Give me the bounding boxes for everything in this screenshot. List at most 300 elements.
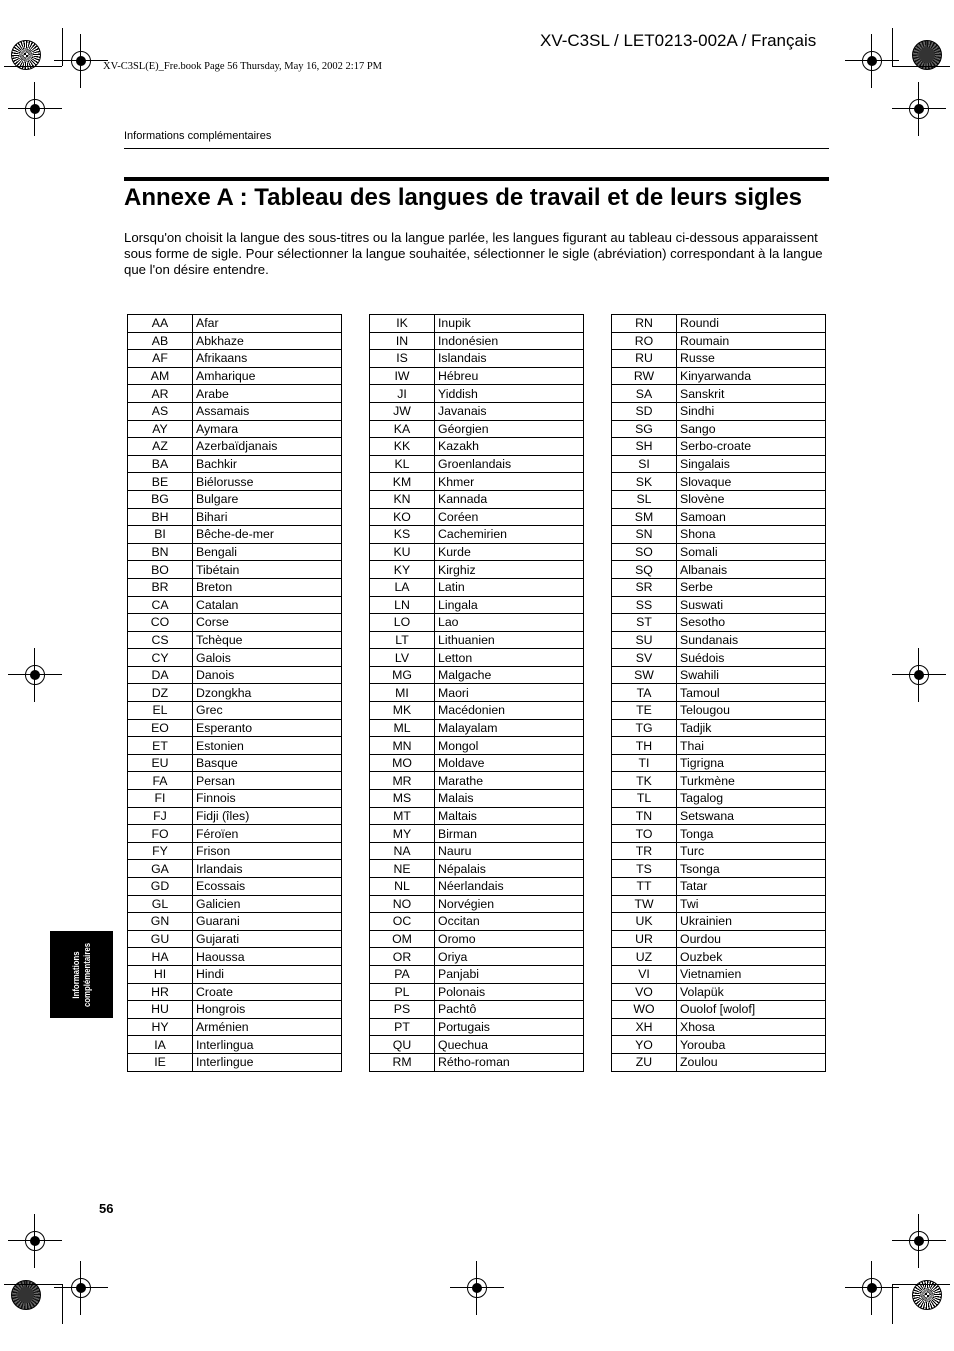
table-row — [370, 754, 584, 772]
language-name: Letton — [435, 649, 584, 667]
table-row — [370, 350, 584, 368]
language-code: TA — [612, 684, 677, 702]
language-name: Swahili — [677, 666, 826, 684]
language-name: Lao — [435, 614, 584, 632]
language-name: Guarani — [193, 913, 342, 931]
language-code: TS — [612, 860, 677, 878]
language-code: KA — [370, 420, 435, 438]
language-name: Basque — [193, 754, 342, 772]
language-code: AY — [128, 420, 193, 438]
table-row — [370, 895, 584, 913]
table-row — [370, 561, 584, 579]
language-name: Rétho-roman — [435, 1053, 584, 1071]
table-row — [128, 420, 342, 438]
language-code: EU — [128, 754, 193, 772]
table-row — [128, 332, 342, 350]
language-name: Zoulou — [677, 1053, 826, 1071]
language-name: Moldave — [435, 754, 584, 772]
language-code: BN — [128, 543, 193, 561]
language-name: Cachemirien — [435, 526, 584, 544]
language-name: Ourdou — [677, 930, 826, 948]
language-table-3 — [611, 314, 826, 1072]
language-name: Macédonien — [435, 702, 584, 720]
table-row — [370, 790, 584, 808]
language-name: Norvégien — [435, 895, 584, 913]
table-row — [612, 367, 826, 385]
language-name: Lingala — [435, 596, 584, 614]
table-row — [612, 790, 826, 808]
language-code: TH — [612, 737, 677, 755]
language-code: MI — [370, 684, 435, 702]
language-code: HY — [128, 1018, 193, 1036]
language-code: LO — [370, 614, 435, 632]
table-row — [370, 878, 584, 896]
language-code: RN — [612, 315, 677, 333]
table-row — [128, 895, 342, 913]
table-row — [370, 807, 584, 825]
table-row — [128, 596, 342, 614]
crop-mark — [892, 28, 893, 66]
registration-mark-icon — [22, 1228, 48, 1254]
table-row — [612, 543, 826, 561]
language-code: MT — [370, 807, 435, 825]
language-code: RU — [612, 350, 677, 368]
table-row — [128, 666, 342, 684]
language-name: Marathe — [435, 772, 584, 790]
table-row — [128, 737, 342, 755]
language-name: Frison — [193, 842, 342, 860]
language-code: OC — [370, 913, 435, 931]
language-code: KM — [370, 473, 435, 491]
language-code: PA — [370, 965, 435, 983]
table-row — [612, 332, 826, 350]
language-code: JW — [370, 402, 435, 420]
language-code: WO — [612, 1001, 677, 1019]
table-row — [128, 614, 342, 632]
table-row — [612, 684, 826, 702]
language-name: Khmer — [435, 473, 584, 491]
language-name: Persan — [193, 772, 342, 790]
table-row — [612, 1036, 826, 1054]
language-name: Arménien — [193, 1018, 342, 1036]
table-row — [612, 702, 826, 720]
language-name: Galicien — [193, 895, 342, 913]
table-row — [128, 649, 342, 667]
language-code: NE — [370, 860, 435, 878]
language-code: HI — [128, 965, 193, 983]
table-row — [128, 772, 342, 790]
language-name: Suswati — [677, 596, 826, 614]
language-code: ML — [370, 719, 435, 737]
table-row — [612, 402, 826, 420]
table-row — [128, 578, 342, 596]
table-row — [612, 878, 826, 896]
language-code: BR — [128, 578, 193, 596]
language-code: LA — [370, 578, 435, 596]
table-row — [128, 842, 342, 860]
language-code: OM — [370, 930, 435, 948]
language-code: DA — [128, 666, 193, 684]
language-name: Aymara — [193, 420, 342, 438]
table-row — [612, 315, 826, 333]
table-row — [612, 1053, 826, 1071]
crop-mark — [892, 66, 950, 67]
language-name: Haoussa — [193, 948, 342, 966]
intro-paragraph: Lorsqu'on choisit la langue des sous-titres ou la langue parlée, les langues figurant au tableau ci-dessous apparaissent sous forme de sigle. Pour sélectionner la langue souhaitée, sélectionner le sigle (abréviation) correspondant à la langue que l'on désire entendre. — [124, 230, 823, 277]
language-name: Tsonga — [677, 860, 826, 878]
registration-mark-icon — [68, 1275, 94, 1301]
table-row — [612, 526, 826, 544]
language-code: IN — [370, 332, 435, 350]
language-code: TL — [612, 790, 677, 808]
language-code: ET — [128, 737, 193, 755]
language-name: Latin — [435, 578, 584, 596]
side-tab-text — [71, 942, 93, 1006]
table-row — [370, 578, 584, 596]
language-code: RW — [612, 367, 677, 385]
language-code: GA — [128, 860, 193, 878]
language-code: IS — [370, 350, 435, 368]
language-code: MR — [370, 772, 435, 790]
table-row — [370, 526, 584, 544]
language-name: Nauru — [435, 842, 584, 860]
language-code: NA — [370, 842, 435, 860]
language-code: YO — [612, 1036, 677, 1054]
language-code: TT — [612, 878, 677, 896]
language-name: Ouolof [wolof] — [677, 1001, 826, 1019]
language-code: TO — [612, 825, 677, 843]
table-row — [128, 473, 342, 491]
language-code: SI — [612, 455, 677, 473]
language-code: MG — [370, 666, 435, 684]
table-row — [370, 684, 584, 702]
table-row — [612, 578, 826, 596]
table-row — [128, 754, 342, 772]
table-row — [612, 561, 826, 579]
table-row — [128, 965, 342, 983]
language-name: Yorouba — [677, 1036, 826, 1054]
language-name: Ukrainien — [677, 913, 826, 931]
table-row — [612, 737, 826, 755]
language-name: Tamoul — [677, 684, 826, 702]
crop-mark — [4, 66, 62, 67]
language-code: RM — [370, 1053, 435, 1071]
table-row — [370, 367, 584, 385]
table-row — [370, 508, 584, 526]
language-name: Afrikaans — [193, 350, 342, 368]
table-row — [370, 455, 584, 473]
language-code: HU — [128, 1001, 193, 1019]
registration-mark-icon — [906, 96, 932, 122]
table-row — [370, 842, 584, 860]
table-row — [128, 719, 342, 737]
crop-mark — [62, 1284, 63, 1324]
language-code: JI — [370, 385, 435, 403]
language-code: SL — [612, 490, 677, 508]
language-name: Oriya — [435, 948, 584, 966]
language-name: Azerbaïdjanais — [193, 438, 342, 456]
language-name: Xhosa — [677, 1018, 826, 1036]
table-row — [128, 1001, 342, 1019]
document-id: XV-C3SL / LET0213-002A / Français — [540, 31, 817, 50]
language-name: Malgache — [435, 666, 584, 684]
language-name: Hindi — [193, 965, 342, 983]
language-name: Finnois — [193, 790, 342, 808]
language-code: FI — [128, 790, 193, 808]
language-name: Sesotho — [677, 614, 826, 632]
language-code: AM — [128, 367, 193, 385]
language-code: IW — [370, 367, 435, 385]
language-name: Volapük — [677, 983, 826, 1001]
table-row — [128, 367, 342, 385]
language-code: KY — [370, 561, 435, 579]
language-code: UR — [612, 930, 677, 948]
language-name: Groenlandais — [435, 455, 584, 473]
language-name: Malais — [435, 790, 584, 808]
language-name: Lithuanien — [435, 631, 584, 649]
language-code: SU — [612, 631, 677, 649]
language-code: SM — [612, 508, 677, 526]
language-code: LT — [370, 631, 435, 649]
table-row — [612, 473, 826, 491]
language-code: OR — [370, 948, 435, 966]
table-row — [128, 490, 342, 508]
table-row — [370, 860, 584, 878]
language-code: HR — [128, 983, 193, 1001]
language-name: Somali — [677, 543, 826, 561]
section-label: Informations complémentaires — [124, 130, 272, 142]
language-name: Kurde — [435, 543, 584, 561]
language-code: PS — [370, 1001, 435, 1019]
table-row — [612, 913, 826, 931]
language-name: Irlandais — [193, 860, 342, 878]
table-row — [612, 666, 826, 684]
language-code: SS — [612, 596, 677, 614]
side-tab-line: Informations — [70, 950, 82, 999]
registration-mark-icon — [906, 662, 932, 688]
language-code: TK — [612, 772, 677, 790]
language-code: FJ — [128, 807, 193, 825]
language-code: SV — [612, 649, 677, 667]
table-row — [612, 438, 826, 456]
language-code: HA — [128, 948, 193, 966]
table-row — [612, 948, 826, 966]
language-name: Vietnamien — [677, 965, 826, 983]
language-name: Singalais — [677, 455, 826, 473]
language-name: Esperanto — [193, 719, 342, 737]
language-name: Géorgien — [435, 420, 584, 438]
language-code: TG — [612, 719, 677, 737]
table-row — [128, 684, 342, 702]
table-row — [128, 385, 342, 403]
table-row — [370, 772, 584, 790]
language-name: Kinyarwanda — [677, 367, 826, 385]
language-name: Malayalam — [435, 719, 584, 737]
language-code: CY — [128, 649, 193, 667]
language-code: MO — [370, 754, 435, 772]
language-code: KN — [370, 490, 435, 508]
registration-mark-icon — [22, 96, 48, 122]
language-name: Afar — [193, 315, 342, 333]
table-row — [370, 983, 584, 1001]
language-code: AF — [128, 350, 193, 368]
language-code: MS — [370, 790, 435, 808]
table-row — [128, 543, 342, 561]
language-name: Bachkir — [193, 455, 342, 473]
language-name: Tadjik — [677, 719, 826, 737]
language-code: CA — [128, 596, 193, 614]
table-row — [612, 825, 826, 843]
language-code: TW — [612, 895, 677, 913]
language-name: Roundi — [677, 315, 826, 333]
language-name: Occitan — [435, 913, 584, 931]
table-row — [612, 930, 826, 948]
language-name: Gujarati — [193, 930, 342, 948]
table-row — [128, 983, 342, 1001]
crop-mark — [892, 1284, 893, 1324]
language-name: Maori — [435, 684, 584, 702]
language-code: DZ — [128, 684, 193, 702]
language-code: UK — [612, 913, 677, 931]
table-row — [612, 420, 826, 438]
table-row — [128, 1036, 342, 1054]
language-name: Slovaque — [677, 473, 826, 491]
language-name: Corse — [193, 614, 342, 632]
table-row — [612, 350, 826, 368]
table-row — [370, 543, 584, 561]
table-row — [612, 455, 826, 473]
language-name: Estonien — [193, 737, 342, 755]
table-row — [128, 455, 342, 473]
language-code: UZ — [612, 948, 677, 966]
language-name: Sango — [677, 420, 826, 438]
language-code: BH — [128, 508, 193, 526]
language-name: Hébreu — [435, 367, 584, 385]
language-code: AA — [128, 315, 193, 333]
language-name: Hongrois — [193, 1001, 342, 1019]
language-name: Féroïen — [193, 825, 342, 843]
table-row — [370, 913, 584, 931]
table-row — [370, 596, 584, 614]
table-row — [370, 614, 584, 632]
table-row — [612, 631, 826, 649]
side-tab — [50, 931, 113, 1018]
language-name: Arabe — [193, 385, 342, 403]
table-row — [370, 490, 584, 508]
language-code: SR — [612, 578, 677, 596]
crop-mark — [892, 1284, 950, 1285]
language-name: Roumain — [677, 332, 826, 350]
language-name: Népalais — [435, 860, 584, 878]
language-code: VI — [612, 965, 677, 983]
table-row — [370, 965, 584, 983]
language-name: Javanais — [435, 402, 584, 420]
language-name: Setswana — [677, 807, 826, 825]
language-name: Tigrigna — [677, 754, 826, 772]
table-row — [612, 508, 826, 526]
registration-mark-icon — [859, 48, 885, 74]
language-name: Tchèque — [193, 631, 342, 649]
language-code: EL — [128, 702, 193, 720]
table-row — [612, 772, 826, 790]
table-row — [612, 965, 826, 983]
table-row — [612, 719, 826, 737]
language-table-1 — [127, 314, 342, 1072]
table-row — [128, 402, 342, 420]
table-row — [370, 438, 584, 456]
language-name: Danois — [193, 666, 342, 684]
language-name: Biélorusse — [193, 473, 342, 491]
language-code: SG — [612, 420, 677, 438]
table-row — [612, 895, 826, 913]
language-name: Abkhaze — [193, 332, 342, 350]
language-name: Sanskrit — [677, 385, 826, 403]
language-code: GL — [128, 895, 193, 913]
language-name: Thai — [677, 737, 826, 755]
table-row — [612, 385, 826, 403]
language-name: Galois — [193, 649, 342, 667]
language-name: Oromo — [435, 930, 584, 948]
table-row — [128, 948, 342, 966]
language-code: FA — [128, 772, 193, 790]
table-row — [370, 649, 584, 667]
table-row — [128, 350, 342, 368]
table-row — [128, 930, 342, 948]
language-name: Twi — [677, 895, 826, 913]
language-name: Kirghiz — [435, 561, 584, 579]
table-row — [128, 1053, 342, 1071]
language-name: Slovène — [677, 490, 826, 508]
language-name: Samoan — [677, 508, 826, 526]
table-row — [370, 930, 584, 948]
page-number: 56 — [99, 1201, 114, 1216]
registration-mark-icon — [68, 48, 94, 74]
language-name: Dzongkha — [193, 684, 342, 702]
language-code: KK — [370, 438, 435, 456]
language-code: KS — [370, 526, 435, 544]
table-row — [128, 315, 342, 333]
language-code: LN — [370, 596, 435, 614]
language-name: Islandais — [435, 350, 584, 368]
language-name: Catalan — [193, 596, 342, 614]
language-code: BE — [128, 473, 193, 491]
language-code: TR — [612, 842, 677, 860]
language-name: Breton — [193, 578, 342, 596]
language-code: TN — [612, 807, 677, 825]
language-name: Interlingue — [193, 1053, 342, 1071]
table-row — [370, 332, 584, 350]
table-row — [612, 596, 826, 614]
language-name: Sindhi — [677, 402, 826, 420]
table-row — [128, 561, 342, 579]
language-name: Grec — [193, 702, 342, 720]
table-row — [370, 631, 584, 649]
language-name: Russe — [677, 350, 826, 368]
language-name: Interlingua — [193, 1036, 342, 1054]
language-code: CS — [128, 631, 193, 649]
table-row — [612, 754, 826, 772]
language-code: SN — [612, 526, 677, 544]
language-code: SK — [612, 473, 677, 491]
table-row — [370, 1001, 584, 1019]
table-row — [128, 631, 342, 649]
language-code: IK — [370, 315, 435, 333]
table-row — [370, 473, 584, 491]
language-name: Suédois — [677, 649, 826, 667]
table-row — [370, 666, 584, 684]
table-row — [612, 842, 826, 860]
language-name: Bulgare — [193, 490, 342, 508]
